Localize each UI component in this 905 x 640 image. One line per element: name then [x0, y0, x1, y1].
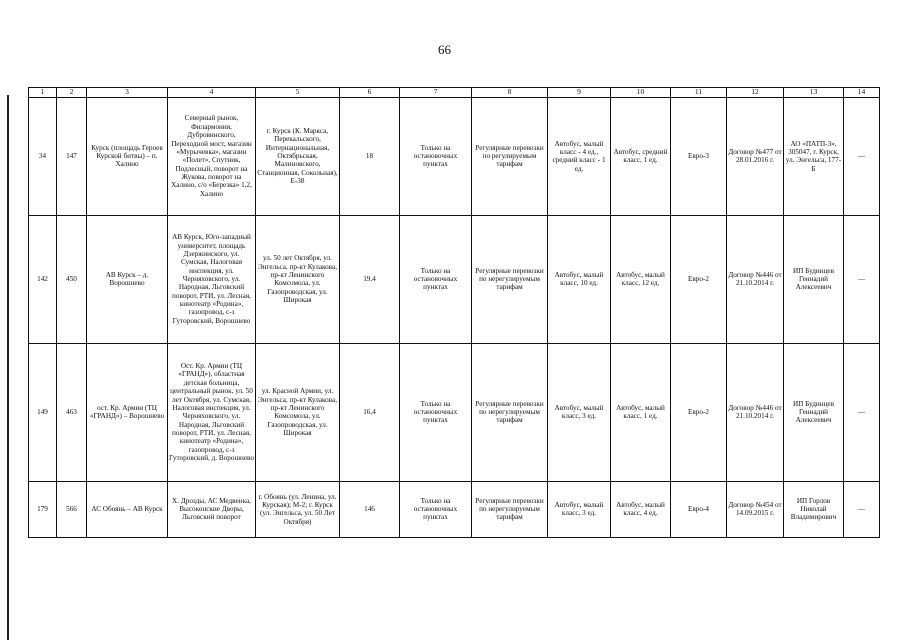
table-cell: Договор №446 от 21.10.2014 г.	[727, 343, 784, 481]
table-row	[29, 481, 880, 537]
table-cell: Только на остановочных пунктах	[400, 215, 472, 343]
table-cell: Автобус, малый класс, 4 ед.	[611, 481, 671, 537]
table-cell: 146	[340, 481, 400, 537]
table-cell: Договор №446 от 21.10.2014 г.	[727, 215, 784, 343]
table-cell: Договор №454 от 14.09.2015 г.	[727, 481, 784, 537]
col-header: 1	[29, 88, 57, 98]
table-cell: ост. Кр. Армии (ТЦ «ГРАНД») – Ворошнево	[87, 343, 168, 481]
table-cell: Евро-3	[671, 97, 727, 215]
table-cell: —	[844, 215, 880, 343]
table-cell: Регулярные перевозки по нерегулируемым тарифам	[472, 481, 548, 537]
table-cell: 16,4	[340, 343, 400, 481]
table-cell: Только на остановочных пунктах	[400, 97, 472, 215]
table-cell: Регулярные перевозки по регулируемым тарифам	[472, 97, 548, 215]
table-cell: Только на остановочных пунктах	[400, 343, 472, 481]
table-cell: Ост. Кр. Армии (ТЦ «ГРАНД»), областная детская больница, центральный рынок, ул. 50 лет Октября, ул. Сумская, Налоговая инспекция, ул. Черняховского, ул. Народная, Льговский поворот, РТИ, ул. Лесная, кинотеатр «Родина», газопровод, с-з Гуторовский, д. Ворошнево	[168, 343, 256, 481]
col-header: 8	[472, 88, 548, 98]
table-cell: Автобус, малый класс, 10 ед.	[548, 215, 611, 343]
table-cell: 142	[29, 215, 57, 343]
table-cell: Евро-4	[671, 481, 727, 537]
table-cell: ул. Красной Армии, ул. Энгельса, пр-кт Кулакова, пр-кт Ленинского Комсомола, ул. Газопроводская, ул. Широкая	[256, 343, 340, 481]
table-cell: Северный рынок, Филармония, Дубровинского, Переходной мост, магазин «Мурычевка», магазин «Полет», Спутник, Подлесный, поворот на Жукова, поворот на Халино, с/о «Березка» 1,2, Халино	[168, 97, 256, 215]
col-header: 3	[87, 88, 168, 98]
table-cell: 18	[340, 97, 400, 215]
table-cell: ИП Будинцев Геннадий Алексеевич	[784, 215, 844, 343]
header-row	[29, 88, 880, 98]
col-header: 2	[57, 88, 87, 98]
table-cell: Регулярные перевозки по нерегулируемым тарифам	[472, 215, 548, 343]
table-cell: Автобус, малый класс, 1 ед.	[611, 343, 671, 481]
table-cell: 147	[57, 97, 87, 215]
table-cell: ул. 50 лет Октября, ул. Энгельса, пр-кт Кулакова, пр-кт Ленинского Комсомола, ул. Газопроводская, ул. Широкая	[256, 215, 340, 343]
table-cell: 450	[57, 215, 87, 343]
table-cell: 19,4	[340, 215, 400, 343]
col-header: 12	[727, 88, 784, 98]
table-cell: 463	[57, 343, 87, 481]
table-cell: —	[844, 97, 880, 215]
binding-edge-line	[7, 95, 9, 640]
table-row	[29, 97, 880, 215]
table-cell: Автобус, малый класс, 12 ед.	[611, 215, 671, 343]
table-cell: АС Обоянь – АВ Курск	[87, 481, 168, 537]
table-cell: Курск (площадь Героев Курской битвы) – п. Халино	[87, 97, 168, 215]
col-header: 11	[671, 88, 727, 98]
col-header: 9	[548, 88, 611, 98]
col-header: 5	[256, 88, 340, 98]
table-cell: АВ Курск, Юго-западный университет, площадь Дзержинского, ул. Сумская, Налоговая инспекция, ул. Черняховского, ул. Народная, Льговский поворот, РТИ, ул. Лесная, кинотеатр «Родина», газопровод, с-з Гуторовский, Ворошнево	[168, 215, 256, 343]
table-cell: АО «ПАТП-3», 305047, г. Курск, ул. Энгельса, 177-Б	[784, 97, 844, 215]
table-row	[29, 215, 880, 343]
table-cell: Только на остановочных пунктах	[400, 481, 472, 537]
table-cell: Договор №477 от 28.01.2016 г.	[727, 97, 784, 215]
table-cell: 566	[57, 481, 87, 537]
table-cell: Автобус, малый класс, 3 ед.	[548, 481, 611, 537]
col-header: 10	[611, 88, 671, 98]
col-header: 6	[340, 88, 400, 98]
table-cell: —	[844, 481, 880, 537]
col-header: 13	[784, 88, 844, 98]
table-cell: ИП Будинцев Геннадий Алексеевич	[784, 343, 844, 481]
table-cell: Автобус, малый класс, 3 ед.	[548, 343, 611, 481]
table-cell: АВ Курск – д. Ворошнево	[87, 215, 168, 343]
table-cell: Евро-2	[671, 215, 727, 343]
table-cell: ИП Горлов Николай Владимирович	[784, 481, 844, 537]
page-number: 66	[438, 42, 451, 57]
col-header: 7	[400, 88, 472, 98]
table-cell: г. Обоянь (ул. Ленина, ул. Курская); М-2; г. Курск (ул. Энгельса, ул. 50 Лет Октября)	[256, 481, 340, 537]
table-cell: Х. Дрозды, АС Медвенка, Высоконские Дворы, Льговский поворот	[168, 481, 256, 537]
table-cell: 34	[29, 97, 57, 215]
table-cell: Регулярные перевозки по нерегулируемым тарифам	[472, 343, 548, 481]
table-cell: Автобус, средний класс, 1 ед.	[611, 97, 671, 215]
table-cell: г. Курск (К. Маркса, Перекальского, Интернациональная, Октябрьская, Малиновского, Станционная, Сокольная), Е-38	[256, 97, 340, 215]
table-cell: Автобус, малый класс - 4 ед., средний класс - 1 ед.	[548, 97, 611, 215]
table-cell: 149	[29, 343, 57, 481]
col-header: 14	[844, 88, 880, 98]
table-row	[29, 343, 880, 481]
col-header: 4	[168, 88, 256, 98]
routes-table	[28, 87, 880, 538]
table-cell: 179	[29, 481, 57, 537]
table-cell: —	[844, 343, 880, 481]
table-cell: Евро-2	[671, 343, 727, 481]
